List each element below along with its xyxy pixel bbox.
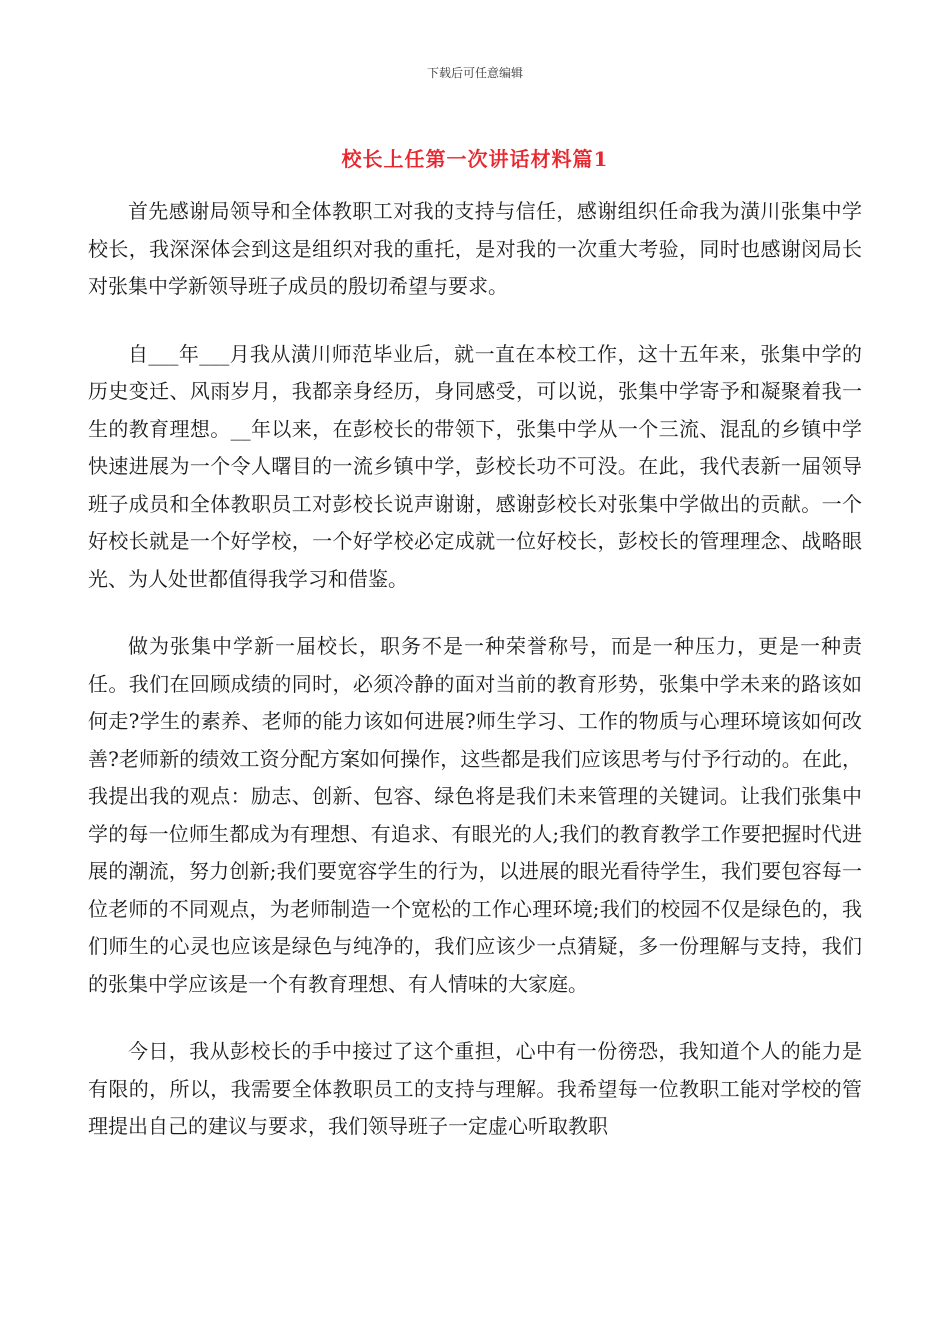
paragraph-1: 首先感谢局领导和全体教职工对我的支持与信任，感谢组织任命我为潢川张集中学校长，我深深体会到这是组织对我的重托，是对我的一次重大考验，同时也感谢闵局长对张集中学新领导班子成员的殷切希望与要求。 [88, 199, 862, 298]
document-body [88, 193, 862, 1176]
paragraph-2: 自___年___月我从潢川师范毕业后，就一直在本校工作，这十五年来，张集中学的历史变迁、风雨岁月，我都亲身经历，身同感受，可以说，张集中学寄予和凝聚着我一生的教育理想。__年以来，在彭校长的带领下，张集中学从一个三流、混乱的乡镇中学快速进展为一个令人曙目的一流乡镇中学，彭校长功不可没。在此，我代表新一届领导班子成员和全体教职员工对彭校长说声谢谢，感谢彭校长对张集中学做出的贡献。一个好校长就是一个好学校，一个好学校必定成就一位好校长，彭校长的管理理念、战略眼光、为人处世都值得我学习和借鉴。 [88, 341, 862, 591]
paragraph-4: 今日，我从彭校长的手中接过了这个重担，心中有一份徬恐，我知道个人的能力是有限的，所以，我需要全体教职员工的支持与理解。我希望每一位教职工能对学校的管理提出自己的建议与要求，我们领导班子一定虚心听取教职 [88, 1039, 862, 1138]
header-note: 下载后可任意编辑 [426, 66, 523, 80]
paragraph-3: 做为张集中学新一届校长，职务不是一种荣誉称号，而是一种压力，更是一种责任。我们在回顾成绩的同时，必须冷静的面对当前的教育形势，张集中学未来的路该如何走?学生的素养、老师的能力该如何进展?师生学习、工作的物质与心理环境该如何改善?老师新的绩效工资分配方案如何操作，这些都是我们应该思考与付予行动的。在此，我提出我的观点：励志、创新、包容、绿色将是我们未来管理的关键词。让我们张集中学的每一位师生都成为有理想、有追求、有眼光的人;我们的教育教学工作要把握时代进展的潮流，努力创新;我们要宽容学生的行为，以进展的眼光看待学生，我们要包容每一位老师的不同观点，为老师制造一个宽松的工作心理环境;我们的校园不仅是绿色的，我们师生的心灵也应该是绿色与纯净的，我们应该少一点猜疑，多一份理解与支持，我们的张集中学应该是一个有教育理想、有人情味的大家庭。 [88, 634, 862, 996]
document-title: 校长上任第一次讲话材料篇1 [341, 147, 609, 171]
